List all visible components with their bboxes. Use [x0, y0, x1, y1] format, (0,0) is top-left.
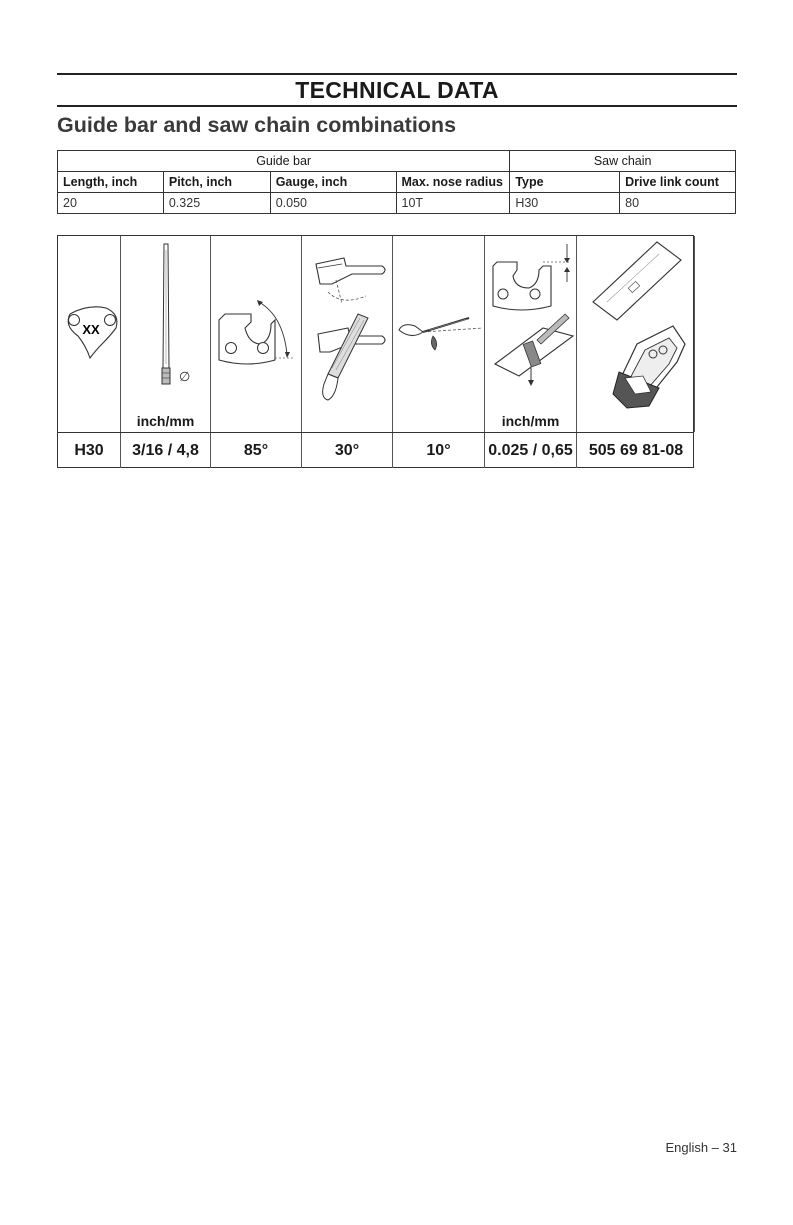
section-heading: Guide bar and saw chain combinations [57, 113, 457, 137]
cell-type: H30 [510, 193, 620, 214]
drive-link-cell [58, 236, 121, 432]
group-header-guide-bar: Guide bar [58, 151, 510, 172]
file-angle-icon [302, 236, 393, 432]
combination-table [57, 150, 736, 214]
column-header-nose-radius: Max. nose radius [396, 172, 510, 193]
header-rule-bottom [57, 105, 737, 107]
file-diameter-symbol: ∅ [179, 370, 191, 385]
value-cutter-angle: 85° [211, 433, 302, 468]
file-tilt-cell [393, 236, 485, 432]
depth-gauge-cell [485, 236, 577, 432]
column-header-pitch: Pitch, inch [163, 172, 270, 193]
cutter-angle-cell [211, 236, 302, 432]
round-file-cell [121, 236, 211, 432]
drive-link-mark: XX [82, 322, 100, 337]
cutter-tooth-icon [211, 236, 302, 432]
value-tilt-angle: 10° [393, 433, 485, 468]
table-header-row [58, 172, 736, 193]
column-header-gauge: Gauge, inch [270, 172, 396, 193]
cell-nose-radius: 10T [396, 193, 510, 214]
tool-kit-cell [577, 236, 695, 432]
value-file-angle: 30° [302, 433, 393, 468]
depth-unit-label: inch/mm [501, 413, 560, 429]
value-chain-type: H30 [58, 433, 121, 468]
tool-kit-icon [577, 236, 695, 432]
depth-gauge-icon [485, 236, 577, 432]
round-file-icon [121, 236, 211, 432]
table-row [58, 193, 736, 214]
column-header-length: Length, inch [58, 172, 164, 193]
table-group-row [58, 151, 736, 172]
cell-length: 20 [58, 193, 164, 214]
column-header-drive-link-count: Drive link count [620, 172, 736, 193]
column-header-type: Type [510, 172, 620, 193]
file-unit-label: inch/mm [136, 413, 195, 429]
cell-gauge: 0.050 [270, 193, 396, 214]
drive-link-icon [58, 236, 121, 432]
value-file-size: 3/16 / 4,8 [121, 433, 211, 468]
cell-drive-link-count: 80 [620, 193, 736, 214]
page-footer: English – 31 [665, 1140, 737, 1155]
cell-pitch: 0.325 [163, 193, 270, 214]
file-angle-cell [302, 236, 393, 432]
value-depth-gauge: 0.025 / 0,65 [485, 433, 577, 468]
group-header-saw-chain: Saw chain [510, 151, 736, 172]
tool-values-row [58, 432, 693, 468]
page-title: TECHNICAL DATA [295, 77, 499, 103]
sharpening-tools-panel [57, 235, 694, 468]
header-rule-top [57, 73, 737, 75]
file-tilt-icon [393, 236, 485, 432]
value-part-number: 505 69 81-08 [588, 441, 684, 459]
